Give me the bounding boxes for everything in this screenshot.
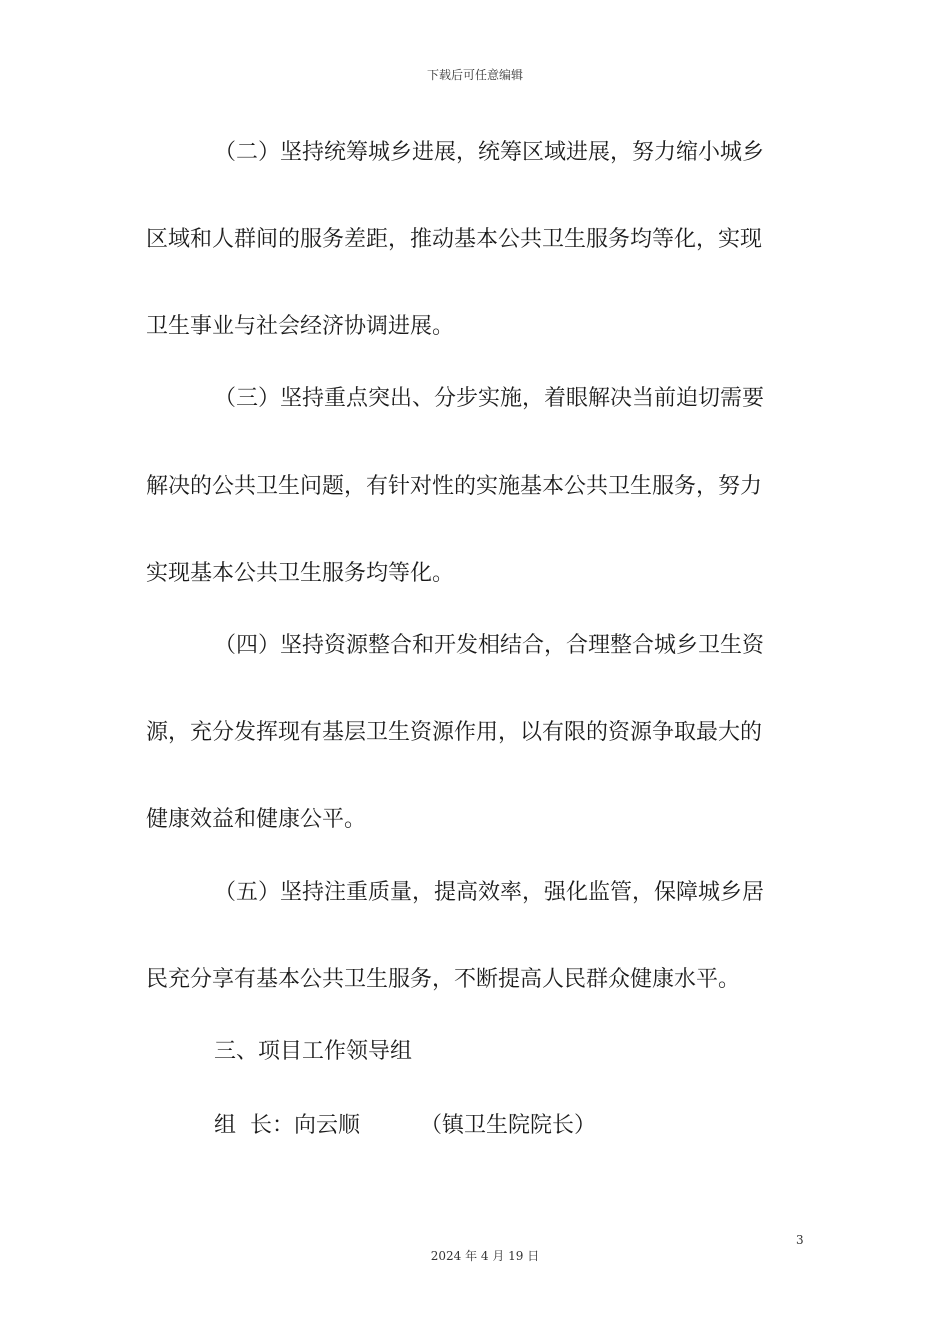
paragraph-line: （四）坚持资源整合和开发相结合，合理整合城乡卫生资 [214, 633, 765, 658]
paragraph-line: 实现基本公共卫生服务均等化。 [146, 561, 455, 586]
leader-name: 组 长：向云顺 [214, 1113, 360, 1138]
paragraph-line: 卫生事业与社会经济协调进展。 [146, 314, 455, 339]
leader-role: （镇卫生院院长） [420, 1113, 597, 1138]
paragraph-line: 源，充分发挥现有基层卫生资源作用，以有限的资源争取最大的 [146, 720, 763, 745]
paragraph-line: 民充分享有基本公共卫生服务，不断提高人民群众健康水平。 [146, 967, 741, 992]
leader-line [214, 1111, 874, 1141]
paragraph-line: （五）坚持注重质量，提高效率，强化监管，保障城乡居 [214, 880, 765, 905]
paragraph-line: 区域和人群间的服务差距，推动基本公共卫生服务均等化，实现 [146, 227, 763, 252]
paragraph-line: 解决的公共卫生问题，有针对性的实施基本公共卫生服务，努力 [146, 474, 763, 499]
paragraph-line: 健康效益和健康公平。 [146, 807, 367, 832]
page-number: 3 [796, 1233, 804, 1247]
paragraph-line: （三）坚持重点突出、分步实施，着眼解决当前迫切需要 [214, 386, 765, 411]
footer-date: 2024 年 4 月 19 日 [430, 1249, 540, 1263]
paragraph-line: （二）坚持统筹城乡进展，统筹区域进展，努力缩小城乡 [214, 140, 765, 165]
page-header: 下载后可任意编辑 [426, 68, 523, 82]
section-heading: 三、项目工作领导组 [214, 1039, 413, 1064]
